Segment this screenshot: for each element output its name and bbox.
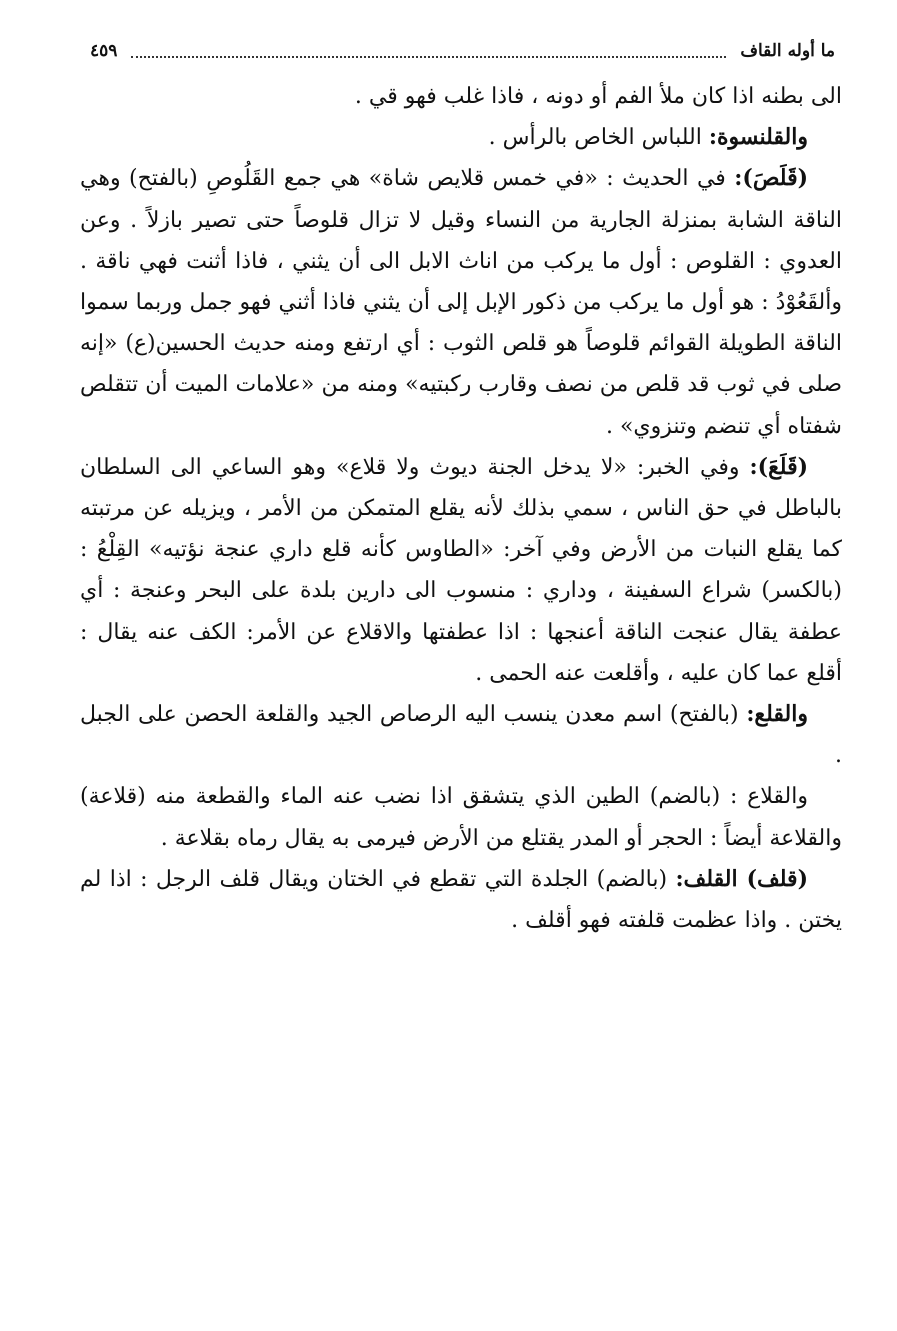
paragraph-body: (بالضم) الجلدة التي تقطع في الختان ويقال قلف الرجل : اذا لم يختن . واذا عظمت قلفته فهو أقلف . (80, 866, 842, 934)
headword: (قَلَصَ): (734, 165, 808, 192)
header-title: ما أوله القاف (740, 41, 835, 61)
paragraph-body: الى بطنه اذا كان ملأ الفم أو دونه ، فاذا غلب فهو قي . (354, 84, 842, 109)
headword: (قلف) القلف: (675, 865, 808, 892)
paragraph (80, 447, 842, 694)
paragraph (80, 117, 842, 158)
paragraph (80, 776, 842, 858)
paragraph-body: والقلاع : (بالضم) الطين الذي يتشقق اذا نضب عنه الماء والقطعة منه (قلاعة) والقلاعة أيضاً : الحجر أو المدر يقتلع من الأرض فيرمى به يقال رماه بقلاعة . (80, 784, 842, 851)
paragraph (80, 158, 842, 446)
page-number: ٤٥٩ (90, 41, 118, 61)
paragraph-body: (بالفتح) اسم معدن ينسب اليه الرصاص الجيد والقلعة الحصن على الجبل . (80, 702, 842, 769)
paragraph-body: في الحديث : «في خمس قلايص شاة» هي جمع القَلُوصِ (بالفتح) وهي الناقة الشابة بمنزلة الجارية من النساء وقيل لا تزال قلوصاً حتى تصير بازلاً . وعن العدوي : القلوص : أول ما يركب من اناث الابل الى أن يثني ، فاذا أثنت فهي ناقة . وألقَعُوْدُ : هو أول ما يركب من ذكور الإبل إلى أن يثني فاذا أثني فهو جمل وربما سموا الناقة الطويلة القوائم قلوصاً هو قلص الثوب : أي ارتفع ومنه حديث الحسين(ع) «إنه صلى في ثوب قد قلص من نصف وقارب ركبتيه» ومنه من «علامات الميت أن تتقلص شفتاه أي تنضم وتنزوي» . (80, 166, 842, 439)
paragraph (80, 76, 842, 117)
body-text (80, 76, 842, 941)
leader-dots (131, 44, 726, 58)
headword: (قَلَعَ): (749, 453, 808, 480)
paragraph (80, 694, 842, 776)
paragraph (80, 859, 842, 941)
headword: والقلنسوة: (708, 124, 808, 151)
paragraph-body: اللباس الخاص بالرأس . (488, 125, 709, 151)
headword: والقلع: (746, 701, 808, 728)
running-header (90, 36, 835, 66)
paragraph-body: وفي الخبر: «لا يدخل الجنة ديوث ولا قلاع» وهو الساعي الى السلطان بالباطل في حق الناس ، سمي بذلك لأنه يقلع المتمكن من الأمر ، ويزيله عن مرتبته كما يقلع النبات من الأرض وفي آخر: «الطاوس كأنه قلع داري عنجة نؤتيه» القِلْعُ : (بالكسر) شراع السفينة ، وداري : منسوب الى دارين بلدة على البحر وعنجة : أي عطفة يقال عنجت الناقة أعنجها : اذا عطفتها والاقلاع عن الأمر: الكف عنه يقال : أقلع عما كان عليه ، وأقلعت عنه الحمى . (80, 454, 842, 686)
